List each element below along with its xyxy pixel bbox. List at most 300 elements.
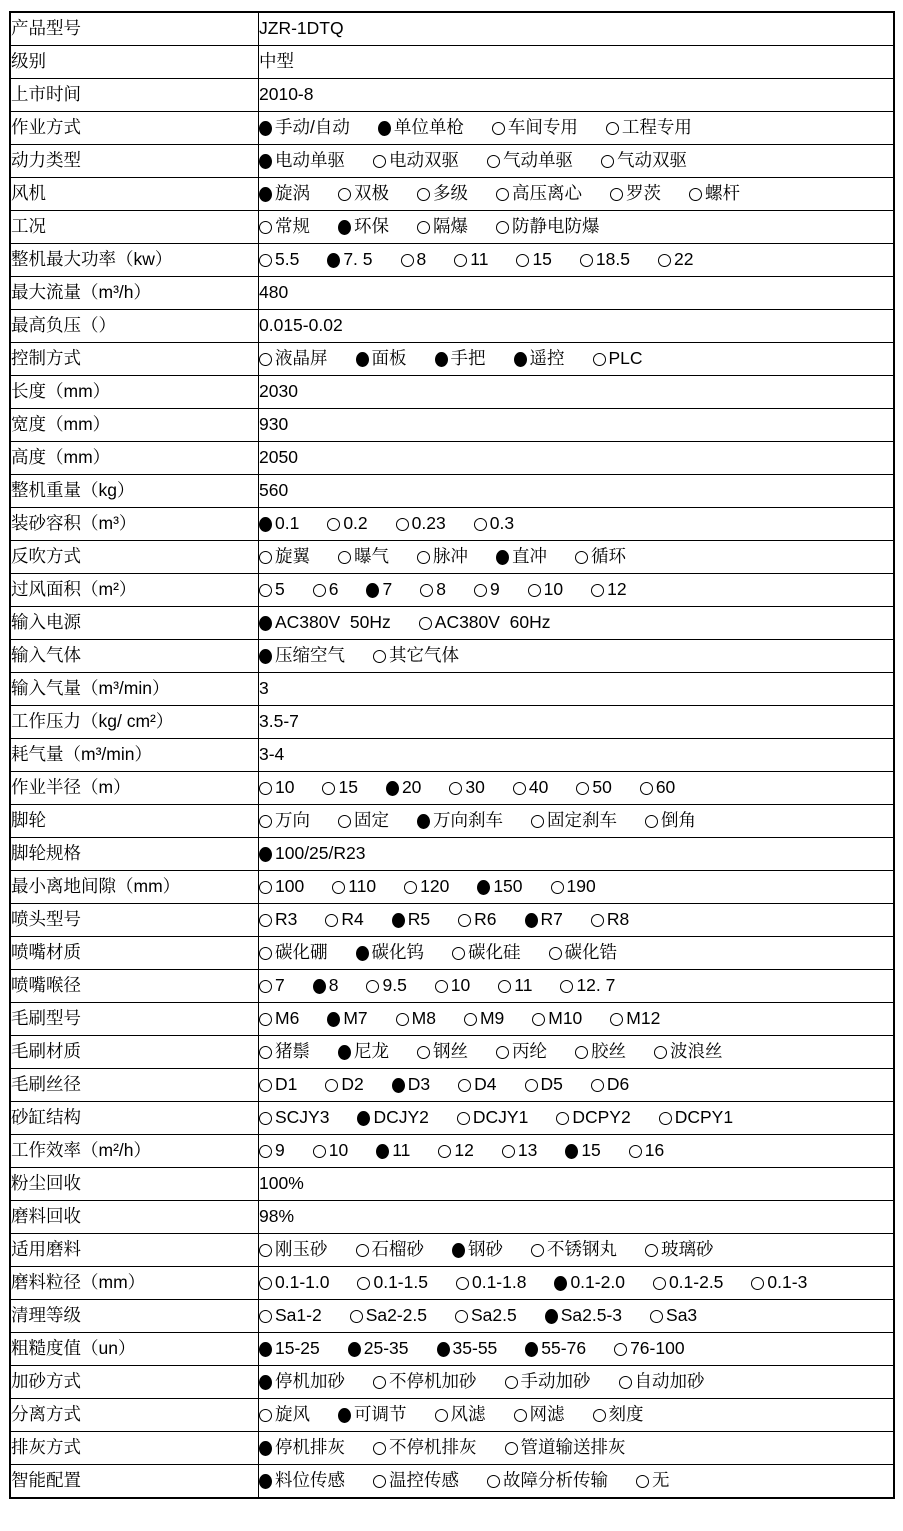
radio-unselected-icon [591, 914, 604, 927]
radio-option[interactable] [492, 119, 578, 137]
radio-option[interactable] [327, 515, 367, 533]
table-row [10, 376, 894, 409]
radio-option[interactable] [650, 1307, 697, 1325]
row-value-cell [259, 13, 893, 45]
radio-option[interactable] [373, 1373, 477, 1391]
radio-option[interactable] [496, 548, 547, 566]
radio-unselected-icon [313, 1145, 326, 1158]
radio-option[interactable] [610, 1010, 660, 1028]
radio-option[interactable] [505, 1439, 626, 1457]
radio-option[interactable] [259, 977, 285, 995]
radio-option-label: 故障分析传输 [503, 1470, 608, 1491]
radio-option[interactable] [452, 1241, 503, 1259]
radio-option[interactable] [356, 1241, 425, 1259]
radio-unselected-icon [458, 1079, 471, 1092]
radio-option[interactable] [259, 647, 345, 665]
radio-unselected-icon [404, 881, 417, 894]
radio-option[interactable] [496, 218, 600, 236]
radio-option-label: 尼龙 [354, 1041, 389, 1062]
radio-option[interactable] [259, 119, 350, 137]
radio-option-label: M7 [343, 1008, 368, 1029]
radio-option[interactable] [525, 1340, 586, 1358]
radio-selected-icon [452, 1243, 465, 1258]
radio-option-label: 停机排灰 [275, 1437, 345, 1458]
table-row [10, 310, 894, 343]
row-value-cell [259, 442, 893, 474]
radio-unselected-icon [419, 617, 432, 630]
radio-option[interactable] [338, 1043, 389, 1061]
radio-option[interactable] [645, 1241, 714, 1259]
radio-option-label: 单位单枪 [393, 117, 464, 138]
radio-option[interactable] [659, 1109, 733, 1127]
table-row [10, 409, 894, 442]
radio-option[interactable] [259, 614, 391, 632]
radio-option-label: 气动双驱 [617, 150, 687, 171]
radio-unselected-icon [487, 155, 500, 168]
table-row [10, 112, 894, 145]
row-value-cell [259, 805, 893, 837]
radio-option[interactable] [259, 1142, 285, 1160]
radio-option[interactable] [593, 1406, 644, 1424]
radio-option[interactable] [502, 1142, 537, 1160]
radio-option[interactable] [487, 1472, 608, 1490]
radio-option[interactable] [259, 1076, 297, 1094]
radio-option-label: 玻璃砂 [661, 1239, 714, 1260]
radio-selected-icon [356, 352, 369, 367]
radio-option[interactable] [565, 1142, 600, 1160]
radio-option[interactable] [313, 581, 339, 599]
radio-option[interactable] [619, 1373, 705, 1391]
radio-option[interactable] [259, 1241, 328, 1259]
radio-unselected-icon [556, 1112, 569, 1125]
radio-option[interactable] [575, 548, 626, 566]
radio-option-label: 石榴砂 [371, 1239, 424, 1260]
radio-unselected-icon [591, 584, 604, 597]
radio-option[interactable] [645, 812, 696, 830]
table-row [10, 1234, 894, 1267]
radio-option[interactable] [325, 1076, 363, 1094]
radio-option[interactable] [689, 185, 740, 203]
row-value-cell [259, 937, 893, 969]
row-label: 脚轮规格 [11, 843, 81, 864]
radio-option[interactable] [356, 944, 425, 962]
radio-unselected-icon [373, 650, 386, 663]
row-value-cell [259, 1267, 893, 1299]
radio-option[interactable] [259, 581, 285, 599]
radio-option[interactable] [505, 1373, 591, 1391]
radio-unselected-icon [338, 815, 351, 828]
radio-option[interactable] [366, 581, 392, 599]
radio-option[interactable] [474, 515, 514, 533]
radio-option[interactable] [259, 350, 328, 368]
radio-unselected-icon [373, 1376, 386, 1389]
radio-option-label: 猪鬃 [275, 1041, 310, 1062]
radio-option-label: 万向 [275, 810, 310, 831]
radio-option[interactable] [259, 911, 297, 929]
radio-option[interactable] [417, 185, 468, 203]
radio-option[interactable] [454, 251, 488, 269]
radio-option[interactable] [338, 185, 389, 203]
radio-option-label: 10 [450, 975, 471, 996]
radio-option-label: 罗茨 [626, 183, 661, 204]
radio-option[interactable] [658, 251, 693, 269]
radio-option[interactable] [259, 1439, 345, 1457]
radio-option[interactable] [435, 977, 470, 995]
radio-option-label: 11 [392, 1140, 411, 1161]
table-row [10, 706, 894, 739]
radio-option[interactable] [373, 152, 459, 170]
table-row [10, 1399, 894, 1432]
radio-selected-icon [327, 253, 340, 268]
radio-option[interactable] [259, 548, 310, 566]
row-value: 2050 [259, 447, 298, 468]
radio-unselected-icon [357, 1277, 370, 1290]
radio-unselected-icon [396, 518, 409, 531]
row-value-cell [259, 541, 893, 573]
table-row [10, 442, 894, 475]
radio-option-label: 隔爆 [433, 216, 468, 237]
radio-selected-icon [259, 517, 272, 532]
radio-unselected-icon [338, 188, 351, 201]
radio-option[interactable] [386, 779, 421, 797]
radio-option[interactable] [259, 1472, 345, 1490]
radio-unselected-icon [455, 1310, 468, 1323]
radio-option[interactable] [525, 911, 563, 929]
row-value-cell [259, 310, 893, 342]
radio-option-label: M10 [548, 1008, 583, 1029]
radio-option[interactable] [392, 1076, 430, 1094]
radio-option[interactable] [259, 1340, 320, 1358]
radio-option[interactable] [259, 779, 294, 797]
row-value-cell [259, 1168, 893, 1200]
radio-selected-icon [357, 1111, 370, 1126]
radio-option-label: 0.1-3 [767, 1272, 808, 1293]
radio-option-label: 工程专用 [621, 117, 692, 138]
radio-selected-icon [565, 1144, 578, 1159]
radio-option[interactable] [549, 944, 618, 962]
radio-option[interactable] [458, 911, 496, 929]
radio-option[interactable] [554, 1274, 624, 1292]
radio-unselected-icon [259, 1277, 272, 1290]
radio-option[interactable] [640, 779, 675, 797]
radio-option[interactable] [420, 581, 446, 599]
radio-option[interactable] [528, 581, 563, 599]
radio-option[interactable] [591, 1076, 629, 1094]
radio-option[interactable] [327, 251, 372, 269]
radio-option[interactable] [496, 1043, 547, 1061]
radio-option[interactable] [357, 1274, 427, 1292]
radio-option[interactable] [350, 1307, 427, 1325]
row-value-cell [259, 607, 893, 639]
radio-option[interactable] [477, 878, 522, 896]
radio-option[interactable] [496, 185, 582, 203]
radio-option[interactable] [259, 1373, 345, 1391]
radio-option[interactable] [332, 878, 376, 896]
radio-option[interactable] [606, 119, 692, 137]
radio-option[interactable] [591, 581, 626, 599]
radio-selected-icon [376, 1144, 389, 1159]
radio-option[interactable] [376, 1142, 410, 1160]
radio-selected-icon [327, 1012, 340, 1027]
radio-option-label: 压缩空气 [275, 645, 345, 666]
radio-option[interactable] [259, 152, 345, 170]
radio-option[interactable] [373, 1439, 477, 1457]
radio-unselected-icon [327, 518, 340, 531]
row-label: 宽度（mm） [11, 414, 111, 435]
radio-option[interactable] [313, 1142, 348, 1160]
radio-option-label: 12 [454, 1140, 474, 1161]
table-row [10, 1201, 894, 1234]
radio-option[interactable] [455, 1307, 517, 1325]
radio-option[interactable] [373, 1472, 459, 1490]
radio-option-label: 遥控 [529, 348, 565, 369]
radio-option[interactable] [636, 1472, 670, 1490]
radio-option[interactable] [356, 350, 407, 368]
radio-option[interactable] [614, 1340, 685, 1358]
radio-option-label: 风滤 [450, 1404, 486, 1425]
row-label: 长度（mm） [11, 381, 111, 402]
radio-option[interactable] [325, 911, 363, 929]
radio-option[interactable] [259, 1274, 329, 1292]
radio-option[interactable] [437, 1340, 498, 1358]
radio-unselected-icon [401, 254, 414, 267]
row-label: 作业半径（m） [11, 777, 131, 798]
radio-option[interactable] [322, 779, 357, 797]
radio-option[interactable] [513, 779, 548, 797]
radio-unselected-icon [516, 254, 529, 267]
radio-option[interactable] [551, 878, 596, 896]
radio-option[interactable] [417, 548, 468, 566]
radio-option[interactable] [545, 1307, 622, 1325]
radio-option[interactable] [366, 977, 406, 995]
radio-option[interactable] [474, 581, 500, 599]
table-row [10, 1267, 894, 1300]
radio-option-label: 钢丝 [433, 1041, 468, 1062]
radio-option-label: 0.1-2.5 [668, 1272, 724, 1293]
radio-option-label: 网滤 [529, 1404, 565, 1425]
radio-unselected-icon [532, 1013, 545, 1026]
radio-unselected-icon [373, 1475, 386, 1488]
radio-option-label: 22 [673, 249, 694, 270]
radio-option[interactable] [392, 911, 430, 929]
radio-option[interactable] [259, 218, 310, 236]
radio-option[interactable] [516, 251, 551, 269]
radio-option[interactable] [259, 1307, 322, 1325]
radio-option-label: 11 [470, 249, 489, 270]
radio-selected-icon [392, 1078, 405, 1093]
radio-option-label: 10 [543, 579, 564, 600]
radio-option[interactable] [525, 1076, 563, 1094]
radio-option-label: 12 [607, 579, 627, 600]
radio-option-label: 20 [401, 777, 422, 798]
radio-option[interactable] [327, 1010, 367, 1028]
radio-unselected-icon [435, 980, 448, 993]
radio-option[interactable] [653, 1274, 723, 1292]
radio-option-label: 60 [655, 777, 676, 798]
radio-option[interactable] [417, 812, 503, 830]
radio-option-label: DCPY2 [572, 1107, 631, 1128]
radio-option[interactable] [435, 1406, 486, 1424]
row-value-cell [259, 475, 893, 507]
radio-option-label: Sa2.5-3 [560, 1305, 623, 1326]
row-label: 作业方式 [11, 117, 81, 138]
radio-option[interactable] [531, 812, 617, 830]
radio-option[interactable] [259, 812, 310, 830]
row-label: 喷头型号 [11, 909, 81, 930]
radio-option-label: 碳化钨 [371, 942, 424, 963]
radio-option[interactable] [751, 1274, 807, 1292]
radio-option[interactable] [259, 185, 310, 203]
radio-option[interactable] [401, 251, 427, 269]
radio-option[interactable] [259, 1109, 329, 1127]
radio-unselected-icon [645, 1244, 658, 1257]
radio-option[interactable] [404, 878, 449, 896]
row-label: 清理等级 [11, 1305, 81, 1326]
row-value-cell [259, 1300, 893, 1332]
radio-unselected-icon [606, 122, 619, 135]
radio-option[interactable] [458, 1076, 496, 1094]
radio-option[interactable] [259, 845, 366, 863]
radio-unselected-icon [650, 1310, 663, 1323]
radio-option-label: 防静电防爆 [512, 216, 600, 237]
radio-option[interactable] [560, 977, 615, 995]
radio-option[interactable] [417, 218, 468, 236]
radio-option[interactable] [591, 911, 629, 929]
radio-option[interactable] [259, 878, 304, 896]
radio-option[interactable] [457, 1109, 528, 1127]
radio-selected-icon [338, 220, 351, 235]
radio-option[interactable] [580, 251, 630, 269]
radio-option-label: 15 [532, 249, 552, 270]
radio-option-label: 其它气体 [389, 645, 459, 666]
radio-option[interactable] [357, 1109, 428, 1127]
row-label: 输入气量（m³/min） [11, 678, 170, 699]
radio-option[interactable] [259, 944, 328, 962]
radio-option[interactable] [456, 1274, 526, 1292]
table-row [10, 244, 894, 277]
radio-option[interactable] [514, 1406, 565, 1424]
row-label: 磨料粒径（mm） [11, 1272, 146, 1293]
radio-selected-icon [338, 1045, 351, 1060]
radio-unselected-icon [313, 584, 326, 597]
radio-unselected-icon [458, 914, 471, 927]
row-label: 级别 [11, 51, 46, 72]
radio-option[interactable] [576, 779, 611, 797]
row-value: JZR-1DTQ [259, 18, 344, 39]
radio-option[interactable] [338, 218, 389, 236]
radio-option-label: 35-55 [452, 1338, 498, 1359]
radio-option-label: 波浪丝 [670, 1041, 723, 1062]
radio-option[interactable] [259, 251, 299, 269]
radio-option-label: 0.1-1.0 [275, 1272, 330, 1293]
radio-unselected-icon [259, 881, 272, 894]
radio-option[interactable] [452, 944, 521, 962]
radio-option[interactable] [338, 548, 389, 566]
radio-option-label: Sa2-2.5 [365, 1305, 427, 1326]
radio-unselected-icon [259, 782, 272, 795]
radio-option[interactable] [259, 515, 299, 533]
row-value-cell [259, 1333, 893, 1365]
radio-unselected-icon [350, 1310, 363, 1323]
radio-option[interactable] [435, 350, 486, 368]
row-value: 2010-8 [259, 84, 314, 105]
row-label: 毛刷材质 [11, 1041, 81, 1062]
radio-unselected-icon [259, 353, 272, 366]
spec-table [9, 11, 895, 1499]
row-value-cell [259, 46, 893, 78]
radio-option[interactable] [593, 350, 643, 368]
radio-unselected-icon [322, 782, 335, 795]
radio-unselected-icon [551, 881, 564, 894]
table-row [10, 772, 894, 805]
table-row [10, 1135, 894, 1168]
radio-option[interactable] [629, 1142, 664, 1160]
row-label: 输入电源 [11, 612, 81, 633]
radio-option[interactable] [419, 614, 551, 632]
radio-option[interactable] [378, 119, 464, 137]
radio-option[interactable] [373, 647, 459, 665]
radio-option[interactable] [514, 350, 565, 368]
radio-option[interactable] [531, 1241, 617, 1259]
radio-option-label: 10 [275, 777, 295, 798]
radio-unselected-icon [576, 782, 589, 795]
radio-option[interactable] [348, 1340, 409, 1358]
radio-option-label: 8 [328, 975, 339, 996]
table-row [10, 46, 894, 79]
radio-selected-icon [259, 154, 272, 169]
radio-option[interactable] [464, 1010, 504, 1028]
radio-option[interactable] [610, 185, 661, 203]
radio-option[interactable] [556, 1109, 630, 1127]
radio-option[interactable] [654, 1043, 723, 1061]
radio-unselected-icon [487, 1475, 500, 1488]
radio-unselected-icon [438, 1145, 451, 1158]
radio-option[interactable] [417, 1043, 468, 1061]
table-row [10, 673, 894, 706]
radio-option[interactable] [449, 779, 484, 797]
radio-option[interactable] [575, 1043, 626, 1061]
radio-unselected-icon [525, 1079, 538, 1092]
radio-option[interactable] [259, 1043, 310, 1061]
radio-option[interactable] [498, 977, 532, 995]
row-label: 脚轮 [11, 810, 46, 831]
radio-option-label: 0.23 [411, 513, 446, 534]
radio-unselected-icon [259, 1079, 272, 1092]
radio-option[interactable] [313, 977, 339, 995]
radio-option[interactable] [259, 1010, 299, 1028]
radio-option[interactable] [259, 1406, 310, 1424]
radio-option-label: 直冲 [512, 546, 547, 567]
radio-selected-icon [525, 913, 538, 928]
radio-option[interactable] [396, 1010, 436, 1028]
radio-option[interactable] [601, 152, 687, 170]
radio-option[interactable] [487, 152, 573, 170]
radio-option[interactable] [338, 1406, 407, 1424]
radio-option[interactable] [438, 1142, 473, 1160]
radio-unselected-icon [259, 1310, 272, 1323]
radio-unselected-icon [659, 1112, 672, 1125]
radio-unselected-icon [549, 947, 562, 960]
radio-selected-icon [259, 1474, 272, 1489]
radio-option-label: 100 [275, 876, 305, 897]
radio-option-label: 16 [644, 1140, 665, 1161]
table-row [10, 970, 894, 1003]
radio-option[interactable] [396, 515, 446, 533]
radio-option[interactable] [338, 812, 389, 830]
radio-option-label: 0.1-1.5 [373, 1272, 428, 1293]
table-row [10, 574, 894, 607]
radio-option[interactable] [532, 1010, 582, 1028]
